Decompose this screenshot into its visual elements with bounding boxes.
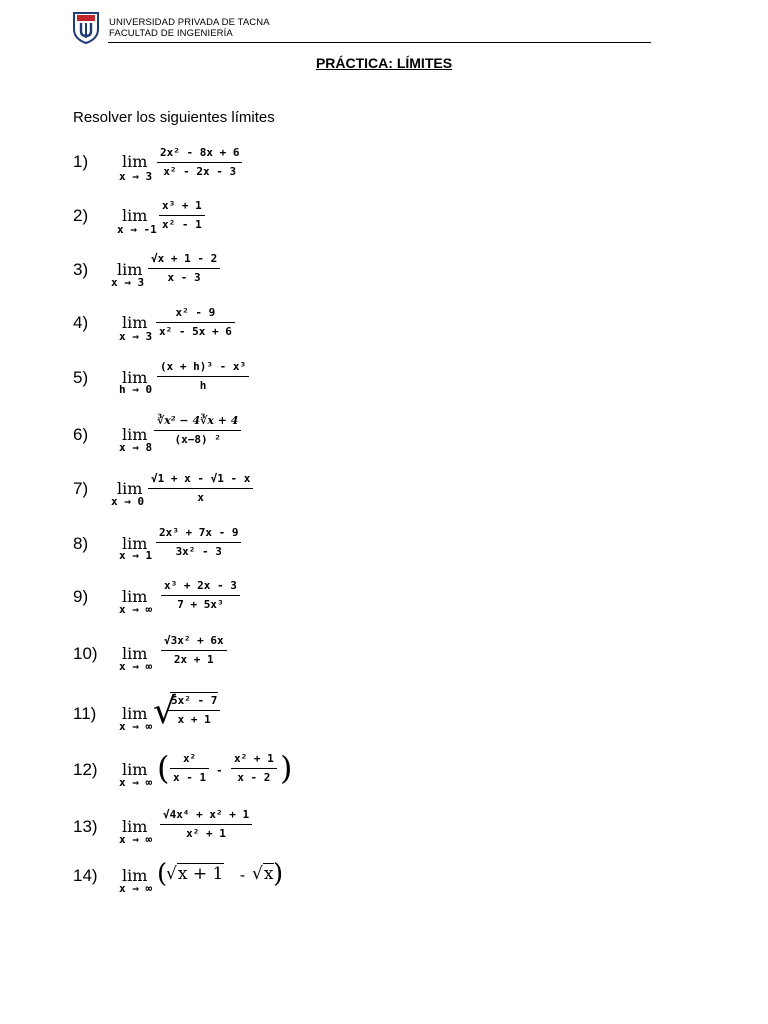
limit-subscript: x → 3 xyxy=(111,276,145,289)
numerator: √4x⁴ + x² + 1 xyxy=(163,808,250,821)
lim-operator: lim xyxy=(122,644,148,663)
limit-subscript: x → ∞ xyxy=(119,660,153,673)
problem-label: 6) xyxy=(73,425,89,444)
lim-operator: lim xyxy=(122,866,148,885)
fraction xyxy=(161,634,227,667)
numerator: (x + h)³ - x³ xyxy=(160,360,247,373)
right-paren: ) xyxy=(273,859,284,889)
lim-operator: lim xyxy=(122,534,148,553)
right-paren: ) xyxy=(280,749,293,787)
numerator: ∛x² − 4∛x + 4 xyxy=(157,414,239,427)
fraction xyxy=(148,472,253,505)
problem-label: 2) xyxy=(73,206,89,225)
numerator: √x + 1 - 2 xyxy=(151,252,218,265)
left-paren: ( xyxy=(157,749,170,787)
problem-label: 9) xyxy=(73,587,89,606)
denominator: x - 2 xyxy=(237,771,271,784)
numerator: x² - 9 xyxy=(175,306,216,319)
university-logo-icon xyxy=(72,11,100,44)
problem-label: 10) xyxy=(73,644,98,663)
denominator: x - 1 xyxy=(173,771,207,784)
sqrt-expression-b xyxy=(252,864,274,884)
fraction xyxy=(160,808,252,841)
numerator: x² xyxy=(182,752,197,765)
limit-subscript: x → ∞ xyxy=(119,776,153,789)
lim-operator: lim xyxy=(122,313,148,332)
limit-subscript: x → ∞ xyxy=(119,833,153,846)
fraction xyxy=(161,579,240,612)
denominator: x² - 1 xyxy=(162,218,202,231)
fraction-a xyxy=(170,752,209,785)
radicand-b: x xyxy=(263,864,274,884)
header-rule xyxy=(108,42,651,43)
denominator: 2x + 1 xyxy=(173,653,214,666)
fraction xyxy=(156,526,241,559)
limit-subscript: x → -1 xyxy=(117,223,157,236)
fraction xyxy=(168,694,220,727)
lim-operator: lim xyxy=(122,704,148,723)
fraction xyxy=(154,414,241,447)
limit-subscript: x → 8 xyxy=(119,441,153,454)
radicand-a: x + 1 xyxy=(177,864,224,884)
lim-operator: lim xyxy=(122,817,148,836)
denominator: 3x² - 3 xyxy=(175,545,222,558)
problem-label: 8) xyxy=(73,534,89,553)
denominator: x² - 5x + 6 xyxy=(159,325,232,338)
problem-label: 4) xyxy=(73,313,89,332)
fraction xyxy=(148,252,220,285)
fraction xyxy=(157,360,249,393)
limit-subscript: h → 0 xyxy=(119,383,153,396)
limit-subscript: x → 3 xyxy=(119,330,153,343)
lim-operator: lim xyxy=(122,368,148,387)
lim-operator: lim xyxy=(117,479,143,498)
denominator: x - 3 xyxy=(167,271,201,284)
numerator: 5x² - 7 xyxy=(171,694,218,707)
instruction-text: Resolver los siguientes límites xyxy=(73,109,275,126)
numerator: √3x² + 6x xyxy=(164,634,224,647)
problem-label: 14) xyxy=(73,866,98,885)
limit-subscript: x → 0 xyxy=(111,495,145,508)
lim-operator: lim xyxy=(122,760,148,779)
fraction xyxy=(159,199,205,232)
square-root-icon: √ xyxy=(166,864,177,884)
square-root-icon: √ xyxy=(252,864,263,884)
numerator: x³ + 2x - 3 xyxy=(164,579,237,592)
denominator: (x−8) ² xyxy=(174,433,221,446)
limit-subscript: x → ∞ xyxy=(119,720,153,733)
lim-operator: lim xyxy=(122,206,148,225)
problem-label: 3) xyxy=(73,260,89,279)
fraction xyxy=(157,146,242,179)
numerator: 2x² - 8x + 6 xyxy=(160,146,240,159)
numerator: x³ + 1 xyxy=(162,199,202,212)
denominator: h xyxy=(199,379,207,392)
problem-label: 12) xyxy=(73,760,98,779)
problem-label: 7) xyxy=(73,479,89,498)
page-title: PRÁCTICA: LÍMITES xyxy=(315,55,453,71)
problem-label: 1) xyxy=(73,152,89,171)
denominator: 7 + 5x³ xyxy=(177,598,224,611)
lim-operator: lim xyxy=(122,587,148,606)
square-root-icon: √ xyxy=(153,691,176,732)
lim-operator: lim xyxy=(117,260,143,279)
denominator: x² + 1 xyxy=(186,827,226,840)
fraction-b xyxy=(231,752,277,785)
numerator: √1 + x - √1 - x xyxy=(151,472,251,485)
denominator: x xyxy=(197,491,204,504)
minus-sign: - xyxy=(216,764,223,777)
limit-subscript: x → 3 xyxy=(119,170,153,183)
lim-operator: lim xyxy=(122,425,148,444)
numerator: 2x³ + 7x - 9 xyxy=(159,526,239,539)
institution-name: UNIVERSIDAD PRIVADA DE TACNA FACULTAD DE INGENIERÍA xyxy=(109,17,270,39)
problem-label: 11) xyxy=(73,704,97,723)
denominator: x² - 2x - 3 xyxy=(163,165,237,178)
problem-label: 13) xyxy=(73,817,98,836)
problem-label: 5) xyxy=(73,368,89,387)
minus-sign: - xyxy=(238,866,248,884)
fraction xyxy=(156,306,235,339)
denominator: x + 1 xyxy=(177,713,211,726)
left-paren: ( xyxy=(157,859,168,889)
sqrt-expression-a xyxy=(166,864,224,884)
limit-subscript: x → 1 xyxy=(119,549,153,562)
lim-operator: lim xyxy=(122,152,148,171)
limit-subscript: x → ∞ xyxy=(119,882,153,895)
numerator: x² + 1 xyxy=(234,752,274,765)
limit-subscript: x → ∞ xyxy=(119,603,153,616)
